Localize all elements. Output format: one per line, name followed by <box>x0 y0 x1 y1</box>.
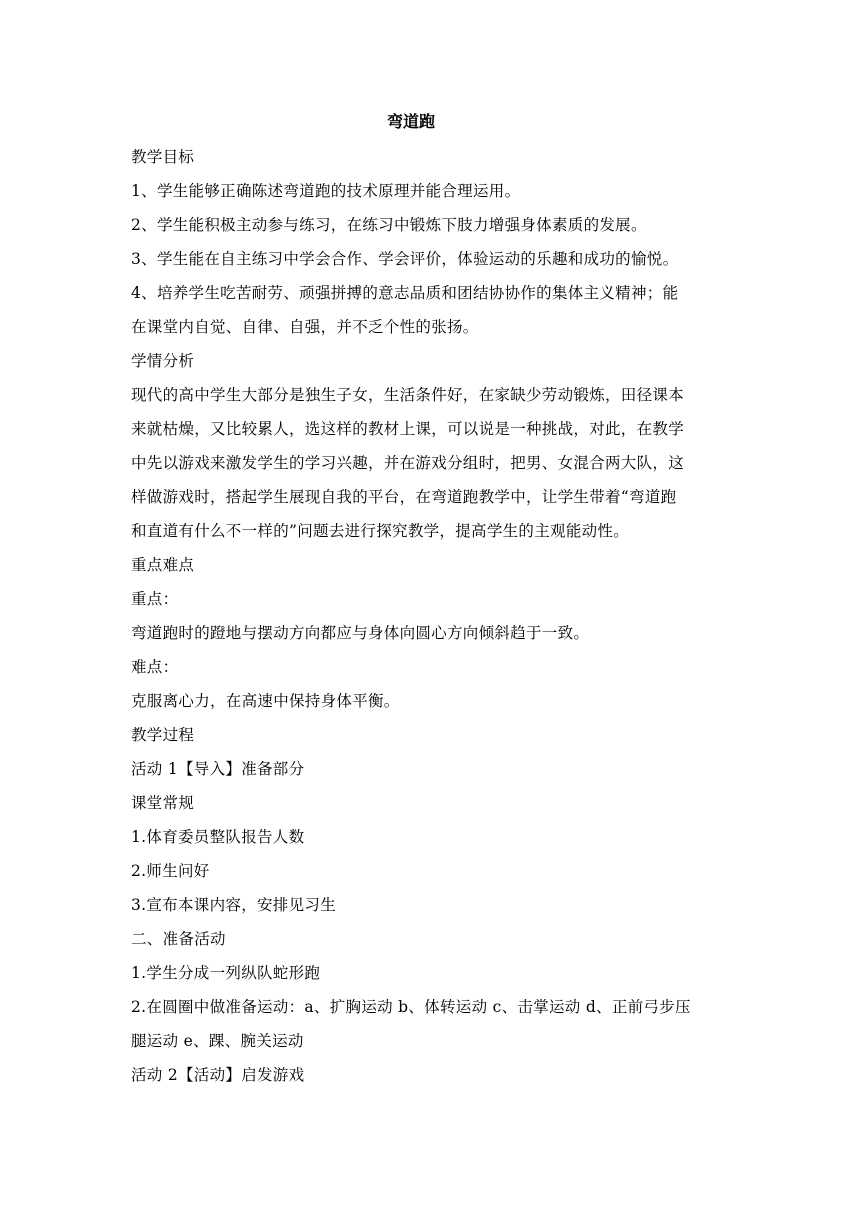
prep-heading: 二、准备活动 <box>131 930 226 948</box>
prep-item-2-line-1: 2.在圆圈中做准备运动：a、扩胸运动 b、体转运动 c、击掌运动 d、正前弓步压 <box>131 998 691 1016</box>
goal-item-4 <box>131 276 731 344</box>
routine-item-1: 1.体育委员整队报告人数 <box>131 828 305 846</box>
prep-item-2 <box>131 990 731 1058</box>
routine-heading: 课堂常规 <box>131 794 195 812</box>
routine-item-3: 3.宣布本课内容，安排见习生 <box>131 896 336 914</box>
key-points-heading: 重点难点 <box>131 556 195 574</box>
analysis-paragraph <box>131 378 731 548</box>
routine-item-2: 2.师生问好 <box>131 862 210 880</box>
goal-item-1: 1、学生能够正确陈述弯道跑的技术原理并能合理运用。 <box>131 182 521 200</box>
analysis-line-2: 来就枯燥，又比较累人，选这样的教材上课，可以说是一种挑战，对此，在教学 <box>131 420 685 438</box>
goal-item-4-line-1: 4、培养学生吃苦耐劳、顽强拼搏的意志品质和团结协协作的集体主义精神；能 <box>131 284 679 302</box>
key-point-text: 弯道跑时的蹬地与摆动方向都应与身体向圆心方向倾斜趋于一致。 <box>131 624 590 642</box>
activity-1-heading: 活动 1【导入】准备部分 <box>131 760 305 778</box>
key-point-label: 重点： <box>131 590 179 608</box>
analysis-line-3: 中先以游戏来激发学生的学习兴趣，并在游戏分组时，把男、女混合两大队，这 <box>131 454 685 472</box>
goals-heading: 教学目标 <box>131 148 195 166</box>
goal-item-4-line-2: 在课堂内自觉、自律、自强，并不乏个性的张扬。 <box>131 318 479 336</box>
analysis-line-4: 样做游戏时，搭起学生展现自我的平台，在弯道跑教学中，让学生带着“弯道跑 <box>131 488 677 506</box>
activity-2-heading: 活动 2【活动】启发游戏 <box>131 1066 305 1084</box>
difficulty-label: 难点： <box>131 658 179 676</box>
analysis-heading: 学情分析 <box>131 352 195 370</box>
process-heading: 教学过程 <box>131 726 195 744</box>
goal-item-2: 2、学生能积极主动参与练习，在练习中锻炼下肢力增强身体素质的发展。 <box>131 216 647 234</box>
difficulty-text: 克服离心力，在高速中保持身体平衡。 <box>131 692 400 710</box>
goal-item-3: 3、学生能在自主练习中学会合作、学会评价，体验运动的乐趣和成功的愉悦。 <box>131 250 679 268</box>
prep-item-2-line-2: 腿运动 e、踝、腕关运动 <box>131 1032 304 1050</box>
prep-item-1: 1.学生分成一列纵队蛇形跑 <box>131 964 321 982</box>
document-content <box>131 108 731 1092</box>
document-title: 弯道跑 <box>386 112 435 131</box>
analysis-line-5: 和直道有什么不一样的”问题去进行探究教学，提高学生的主观能动性。 <box>131 522 630 540</box>
analysis-line-1: 现代的高中学生大部分是独生子女，生活条件好，在家缺少劳动锻炼，田径课本 <box>131 386 685 404</box>
